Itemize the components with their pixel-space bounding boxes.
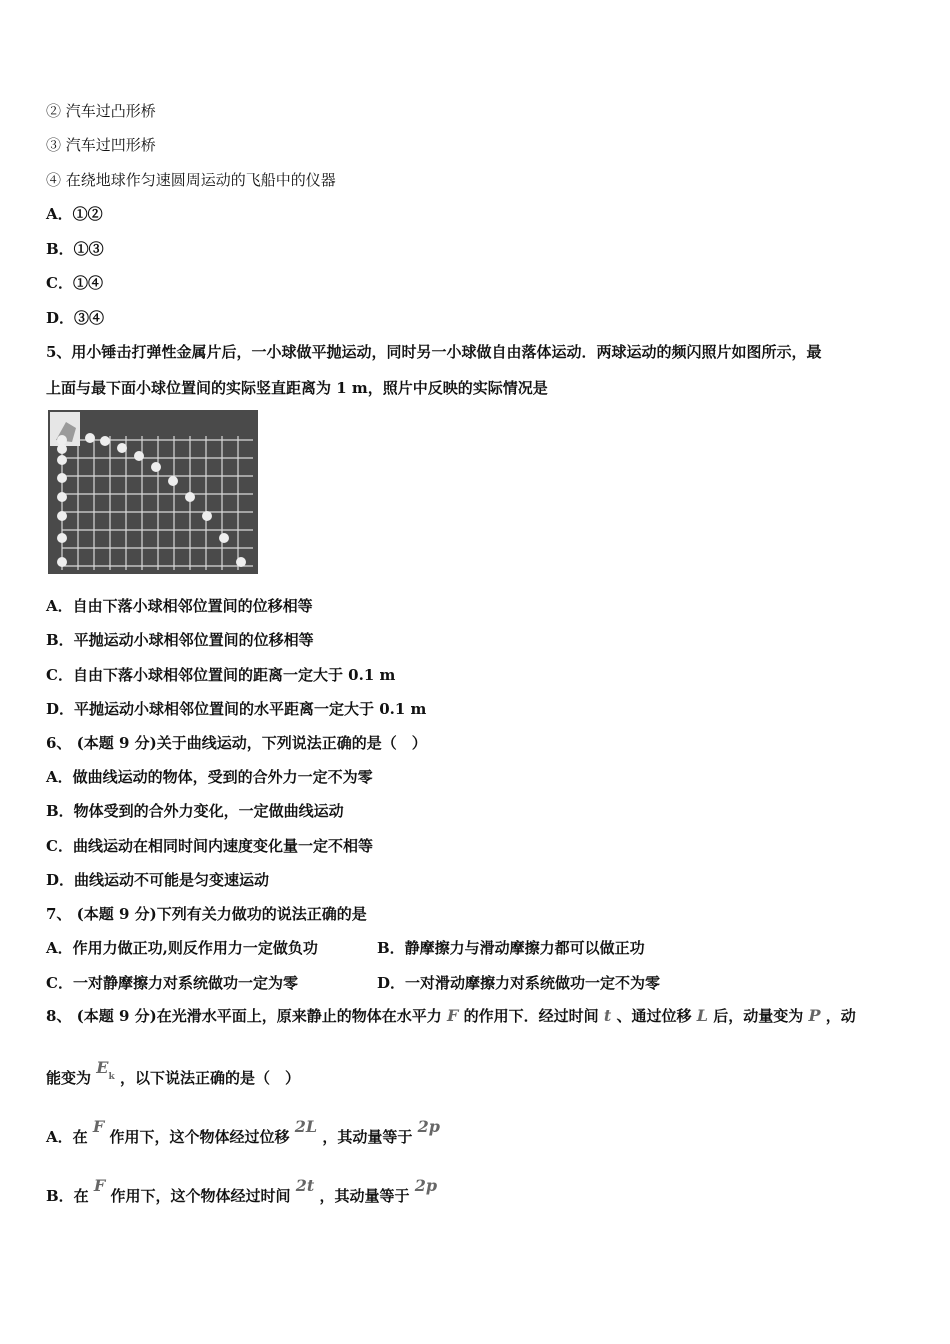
q8-b-text-c: ，其动量等于 (319, 1187, 410, 1205)
q7-option-c: C．一对静摩擦力对系统做功一定为零 (46, 974, 298, 992)
symbol-kinetic-energy (96, 1058, 115, 1082)
q6-option-c: C．曲线运动在相同时间内速度变化量一定不相等 (46, 837, 373, 855)
q8-stem-a: 8、 (本题 9 分)在光滑水平面上，原来静止的物体在水平力 (46, 1007, 442, 1025)
symbol-momentum-p: P (808, 1006, 821, 1025)
q6-option-a: A．做曲线运动的物体，受到的合外力一定不为零 (46, 768, 373, 786)
q8-option-b (46, 1176, 438, 1206)
q6-stem: 6、 (本题 9 分)关于曲线运动，下列说法正确的是（ ） (46, 734, 427, 752)
symbol-2p: 2p (414, 1176, 438, 1195)
q8-b-text-b: 作用下，这个物体经过时间 (110, 1187, 291, 1205)
q8-line2-b: ，以下说法正确的是（ ） (119, 1069, 300, 1087)
q5-stem-line2: 上面与最下面小球位置间的实际竖直距离为 1 m，照片中反映的实际情况是 (46, 379, 548, 397)
q7-option-b: B．静摩擦力与滑动摩擦力都可以做正功 (377, 939, 645, 957)
q8-stem-c: 、通过位移 (616, 1007, 692, 1025)
q6-option-d: D．曲线运动不可能是匀变速运动 (46, 871, 270, 889)
q4-option-b: B．①③ (46, 240, 104, 258)
q4-option-d: D．③④ (46, 309, 105, 327)
item-3: ③ 汽车过凹形桥 (46, 136, 156, 154)
q7-stem: 7、 (本题 9 分)下列有关力做功的说法正确的是 (46, 905, 367, 923)
q8-stem-d: 后，动量变为 (713, 1007, 804, 1025)
q8-stem-line1 (46, 1006, 856, 1026)
symbol-e: E (96, 1058, 109, 1077)
symbol-force-f: F (93, 1176, 106, 1195)
strobe-photo-figure (48, 410, 258, 574)
symbol-force-f: F (92, 1117, 105, 1136)
q4-option-c: C．①④ (46, 274, 103, 292)
symbol-time-t: t (603, 1006, 612, 1025)
q8-line2-a: 能变为 (46, 1069, 92, 1087)
q8-option-a (46, 1117, 440, 1147)
symbol-force-f: F (446, 1006, 459, 1025)
q8-stem-b: 的作用下．经过时间 (463, 1007, 599, 1025)
item-4: ④ 在绕地球作匀速圆周运动的飞船中的仪器 (46, 171, 336, 189)
q5-stem-line1: 5、用小锤击打弹性金属片后，一小球做平抛运动，同时另一小球做自由落体运动．两球运动的频闪照片如图所示，最 (46, 343, 822, 361)
q5-option-b: B．平抛运动小球相邻位置间的位移相等 (46, 631, 314, 649)
q7-option-d: D．一对滑动摩擦力对系统做功一定不为零 (377, 974, 661, 992)
symbol-2t: 2t (295, 1176, 315, 1195)
q8-stem-line2 (46, 1058, 300, 1091)
q4-option-a: A．①② (46, 205, 103, 223)
q8-a-text-b: 作用下，这个物体经过位移 (109, 1128, 290, 1146)
q8-stem-e: ，动 (825, 1007, 856, 1025)
symbol-2l: 2L (294, 1117, 318, 1136)
q8-a-text-c: ，其动量等于 (322, 1128, 413, 1146)
symbol-2p: 2p (417, 1117, 440, 1136)
q5-option-c: C．自由下落小球相邻位置间的距离一定大于 0.1 m (46, 666, 396, 684)
q6-option-b: B．物体受到的合外力变化，一定做曲线运动 (46, 802, 344, 820)
q5-option-d: D．平抛运动小球相邻位置间的水平距离一定大于 0.1 m (46, 700, 427, 718)
item-2: ② 汽车过凸形桥 (46, 102, 156, 120)
q5-option-a: A．自由下落小球相邻位置间的位移相等 (46, 597, 313, 615)
q8-b-text-a: B．在 (46, 1187, 89, 1205)
q8-a-text-a: A．在 (46, 1128, 88, 1146)
symbol-k-subscript: k (108, 1072, 115, 1082)
symbol-displacement-l: L (696, 1006, 708, 1025)
q7-option-a: A．作用力做正功,则反作用力一定做负功 (46, 939, 318, 957)
